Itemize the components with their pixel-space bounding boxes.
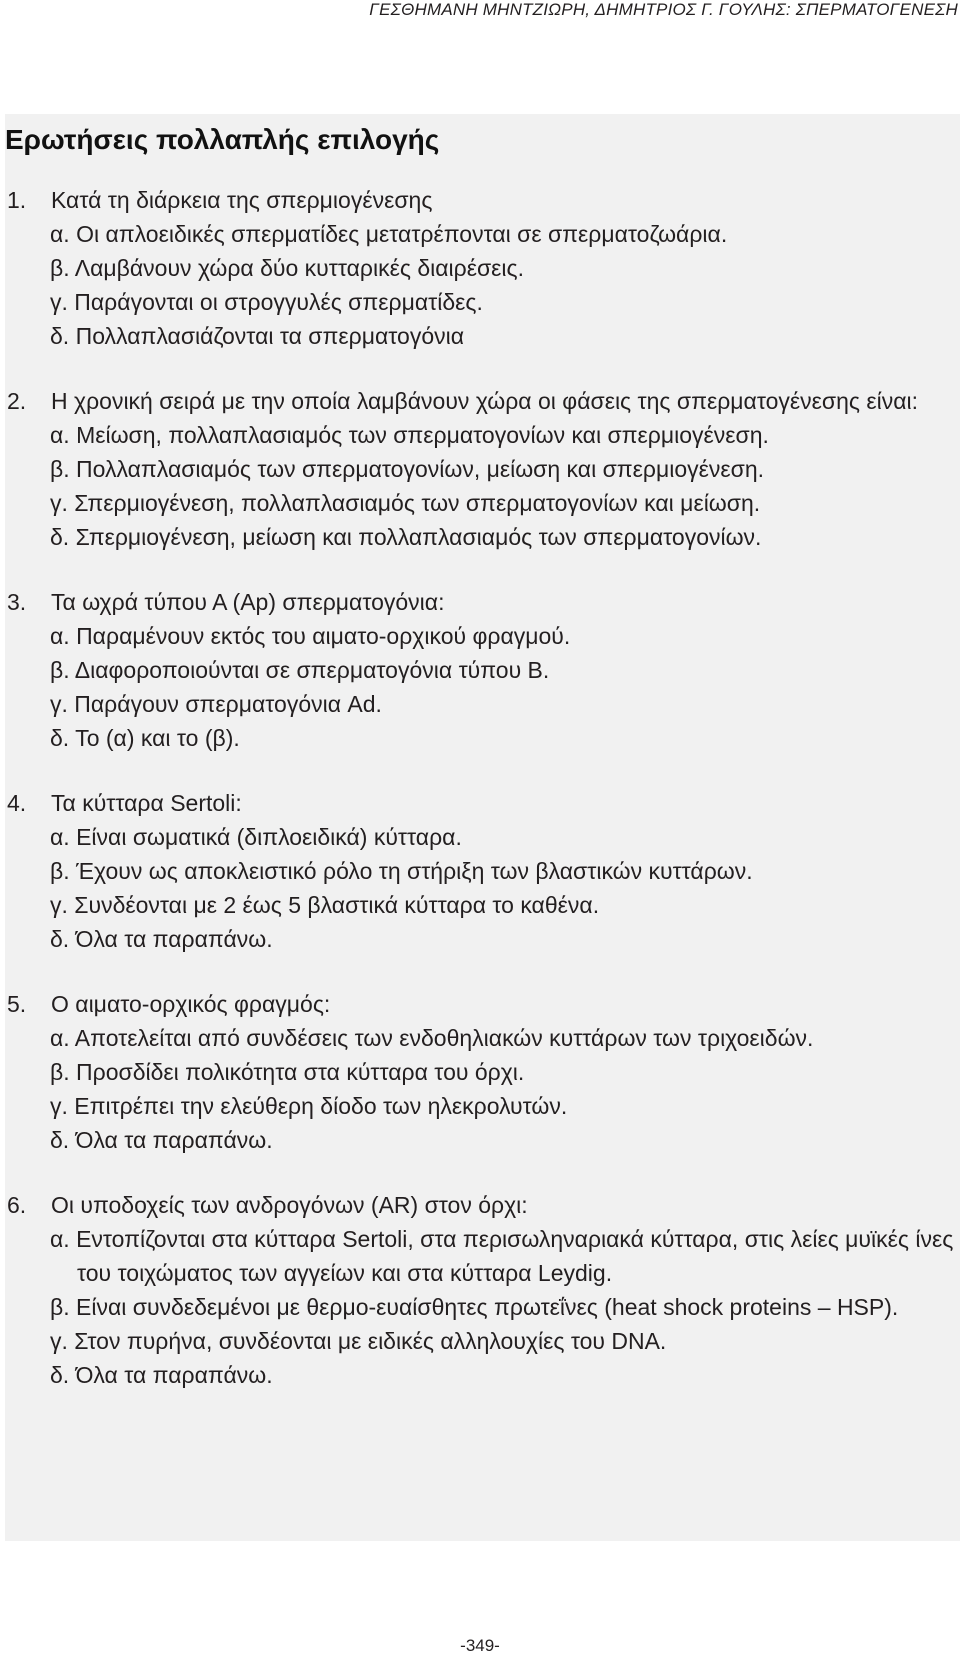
question-4 xyxy=(5,786,960,956)
option-b: β. Έχουν ως αποκλειστικό ρόλο τη στήριξη των βλαστικών κυττάρων. xyxy=(50,858,753,884)
option-c: γ. Σπερμιογένεση, πολλαπλασιαμός των σπερματογονίων και μείωση. xyxy=(50,490,761,516)
question-stem: Κατά τη διάρκεια της σπερμιογένεσης xyxy=(51,187,433,213)
question-3 xyxy=(5,585,960,755)
question-stem: Η χρονική σειρά με την οποία λαμβάνουν χώρα οι φάσεις της σπερματογένεσης είναι: xyxy=(51,388,919,414)
option-d: δ. Όλα τα παραπάνω. xyxy=(50,1362,273,1388)
option-a: α. Παραμένουν εκτός του αιματο-ορχικού φραγμού. xyxy=(50,623,571,649)
option-b: β. Προσδίδει πολικότητα στα κύτταρα του όρχι. xyxy=(50,1059,525,1085)
option-b: β. Λαμβάνουν χώρα δύο κυτταρικές διαιρέσεις. xyxy=(50,255,525,281)
question-stem: Τα κύτταρα Sertoli: xyxy=(51,790,242,816)
running-header: ΓΕΣΘΗΜΑΝΗ ΜΗΝΤΖΙΩΡΗ, ΔΗΜΗΤΡΙΟΣ Γ. ΓΟΥΛΗΣ: ΣΠΕΡΜΑΤΟΓΕΝΕΣΗ xyxy=(369,0,958,19)
option-c: γ. Στον πυρήνα, συνδέονται με ειδικές αλληλουχίες του DNA. xyxy=(50,1328,667,1354)
section-title: Ερωτήσεις πολλαπλής επιλογής xyxy=(5,124,440,155)
option-c: γ. Παράγονται οι στρογγυλές σπερματίδες. xyxy=(50,289,483,315)
question-number: 6. xyxy=(7,1192,27,1218)
option-c: γ. Συνδέονται με 2 έως 5 βλαστικά κύτταρα το καθένα. xyxy=(50,892,600,918)
question-stem: Οι υποδοχείς των ανδρογόνων (AR) στον όρχι: xyxy=(51,1192,528,1218)
option-b: β. Είναι συνδεδεμένοι με θερμο-ευαίσθητες πρωτεΐνες (heat shock proteins – HSP). xyxy=(50,1294,899,1320)
option-c: γ. Επιτρέπει την ελεύθερη δίοδο των ηλεκρολυτών. xyxy=(50,1093,568,1119)
question-1 xyxy=(5,183,960,353)
question-number: 4. xyxy=(7,790,27,816)
option-list xyxy=(5,619,960,755)
option-d: δ. Πολλαπλασιάζονται τα σπερματογόνια xyxy=(50,323,465,349)
question-5 xyxy=(5,987,960,1157)
option-d: δ. Σπερμιογένεση, μείωση και πολλαπλασιαμός των σπερματογονίων. xyxy=(50,524,762,550)
option-a: α. Είναι σωματικά (διπλοειδικά) κύτταρα. xyxy=(50,824,462,850)
question-number: 5. xyxy=(7,991,27,1017)
option-list xyxy=(5,1021,960,1157)
option-a: α. Εντοπίζονται στα κύτταρα Sertoli, στα περισωληναριακά κύτταρα, στις λείες μυϊκές ίνες του τοιχώματος των αγγείων και στα κύτταρα Leydig. xyxy=(50,1226,954,1286)
question-number: 1. xyxy=(7,187,27,213)
option-d: δ. Όλα τα παραπάνω. xyxy=(50,926,273,952)
option-a: α. Μείωση, πολλαπλασιαμός των σπερματογονίων και σπερμιογένεση. xyxy=(50,422,769,448)
option-c: γ. Παράγουν σπερματογόνια Ad. xyxy=(50,691,382,717)
page-number: -349- xyxy=(460,1636,500,1655)
multiple-choice-panel xyxy=(5,114,960,1541)
question-stem: Τα ωχρά τύπου Α (Ap) σπερματογόνια: xyxy=(51,589,445,615)
question-6 xyxy=(5,1188,960,1392)
question-2 xyxy=(5,384,960,554)
option-a: α. Οι απλοειδικές σπερματίδες μετατρέπονται σε σπερματοζωάρια. xyxy=(50,221,728,247)
option-list xyxy=(5,418,960,554)
option-b: β. Διαφοροποιούνται σε σπερματογόνια τύπου Β. xyxy=(50,657,550,683)
option-d: δ. Το (α) και το (β). xyxy=(50,725,240,751)
option-b: β. Πολλαπλασιαμός των σπερματογονίων, μείωση και σπερμιογένεση. xyxy=(50,456,765,482)
option-list xyxy=(5,820,960,956)
question-number: 2. xyxy=(7,388,27,414)
option-a: α. Αποτελείται από συνδέσεις των ενδοθηλιακών κυττάρων των τριχοειδών. xyxy=(50,1025,814,1051)
option-list xyxy=(5,217,960,353)
question-list xyxy=(5,183,960,1423)
question-stem: Ο αιματο-ορχικός φραγμός: xyxy=(51,991,331,1017)
question-number: 3. xyxy=(7,589,27,615)
option-d: δ. Όλα τα παραπάνω. xyxy=(50,1127,273,1153)
option-list xyxy=(5,1222,960,1392)
